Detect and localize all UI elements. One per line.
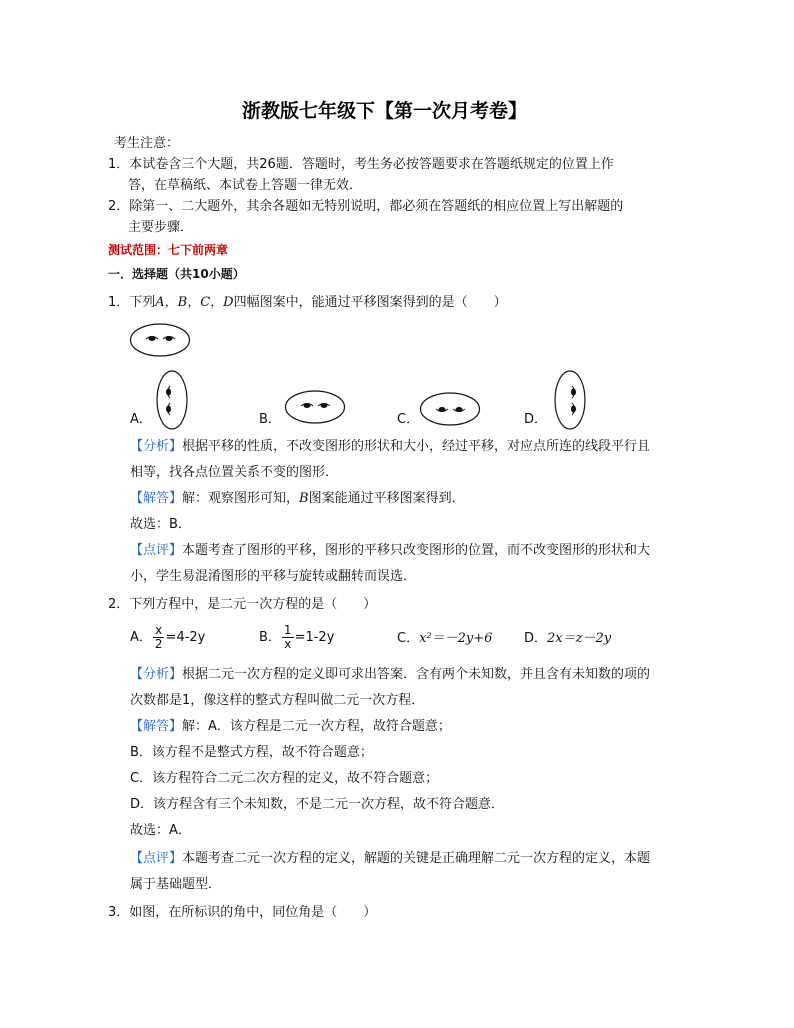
q1-stem-suffix: 四幅图案中，能通过平移图案得到的是（ ） bbox=[233, 295, 507, 310]
q2-analysis-line-1 bbox=[130, 666, 650, 684]
q2-option-d[interactable] bbox=[524, 630, 611, 648]
q2-solution-b: B．该方程不是整式方程，故不符合题意； bbox=[130, 745, 373, 760]
q2-comment-text-1: 本题考查二元一次方程的定义，解题的关键是正确理解二元一次方程的定义，本题 bbox=[182, 851, 651, 866]
q1-stem-face-figure bbox=[129, 322, 191, 358]
q2-option-b[interactable] bbox=[259, 624, 334, 651]
q2-comment-tag: 【点评】 bbox=[130, 851, 183, 866]
q2-analysis-line-2: 次数都是1，像这样的整式方程叫做二元一次方程． bbox=[130, 693, 425, 708]
q2-analysis-tag: 【分析】 bbox=[130, 667, 183, 682]
q1-stem-prefix: 1．下列 bbox=[108, 295, 156, 310]
q2-option-b-fraction bbox=[282, 624, 294, 651]
q2-option-d-expr: 2x＝z－2y bbox=[547, 631, 612, 646]
q1-stem bbox=[108, 294, 507, 312]
q1-solution-tag: 【解答】 bbox=[130, 491, 183, 506]
q1-choice: 故选：B． bbox=[130, 517, 191, 532]
q1-solution-var: B bbox=[299, 491, 309, 506]
q1-option-d-label: D． bbox=[524, 412, 548, 427]
q1-analysis-line-2: 相等，找各点位置关系不变的图形． bbox=[130, 465, 339, 480]
q1-analysis-line-1 bbox=[130, 438, 650, 456]
section-heading: 一．选择题（共10小题） bbox=[108, 267, 245, 281]
q2-solution-tag: 【解答】 bbox=[130, 719, 183, 734]
q1-analysis-tag: 【分析】 bbox=[130, 439, 183, 454]
q1-option-b-label: B． bbox=[259, 412, 281, 427]
q2-choice: 故选：A． bbox=[130, 823, 191, 838]
q2-option-c-label: C． bbox=[397, 631, 420, 646]
q1-option-b-figure[interactable] bbox=[284, 389, 346, 425]
q2-option-b-numerator: 1 bbox=[283, 623, 292, 637]
q1-option-a-figure[interactable] bbox=[154, 369, 190, 431]
q2-analysis-text-1: 根据二元一次方程的定义即可求出答案．含有两个未知数，并且含有未知数的项的 bbox=[182, 667, 651, 682]
q2-option-a-numerator: x bbox=[155, 623, 163, 637]
q2-comment-line-1 bbox=[130, 850, 650, 868]
q2-option-a[interactable] bbox=[130, 624, 205, 651]
notice-heading: 考生注意： bbox=[114, 136, 180, 151]
q1-comment-text-1: 本题考查了图形的平移，图形的平移只改变图形的位置，而不改变图形的形状和大 bbox=[182, 543, 651, 558]
q1-comment-line-2: 小，学生易混淆图形的平移与旋转或翻转而误选． bbox=[130, 569, 417, 584]
q1-solution bbox=[130, 490, 465, 508]
q2-comment-line-2: 属于基础题型． bbox=[130, 877, 222, 892]
q1-analysis-text-1: 根据平移的性质，不改变图形的形状和大小，经过平移，对应点所连的线段平行且 bbox=[182, 439, 651, 454]
notice-item-2-line-1: 2．除第一、二大题外，其余各题如无特别说明，都必须在答题纸的相应位置上写出解题的 bbox=[108, 199, 624, 214]
q2-option-a-rest: =4-2y bbox=[165, 629, 206, 645]
q1-option-c-figure[interactable] bbox=[419, 391, 481, 427]
q2-option-b-denominator: x bbox=[284, 637, 292, 651]
q2-option-b-rest: =1-2y bbox=[294, 629, 335, 645]
q2-solution-c: C．该方程符合二元二次方程的定义，故不符合题意； bbox=[130, 771, 439, 786]
q2-option-d-label: D． bbox=[524, 631, 548, 646]
q2-solution-a-text: 解：A．该方程是二元一次方程，故符合题意； bbox=[182, 719, 451, 734]
page-title: 浙教版七年级下【第一次月考卷】 bbox=[242, 100, 528, 122]
q2-solution-a bbox=[130, 718, 451, 736]
q1-solution-text-pre: 解：观察图形可知， bbox=[182, 491, 300, 506]
q1-comment-line-1 bbox=[130, 542, 650, 560]
q2-option-a-denominator: 2 bbox=[154, 637, 163, 651]
q1-stem-vars: A，B，C，D bbox=[155, 295, 234, 310]
notice-item-1-line-2: 答，在草稿纸、本试卷上答题一律无效． bbox=[128, 178, 363, 193]
q2-stem: 2．下列方程中，是二元一次方程的是（ ） bbox=[108, 597, 377, 612]
q1-comment-tag: 【点评】 bbox=[130, 543, 183, 558]
q2-solution-d: D．该方程含有三个未知数，不是二元一次方程，故不符合题意． bbox=[130, 797, 505, 812]
q2-option-c-expr: x²＝－2y+6 bbox=[419, 631, 493, 646]
q1-option-a-label: A． bbox=[130, 412, 152, 427]
q1-option-d-figure[interactable] bbox=[552, 369, 588, 431]
q3-stem: 3．如图，在所标识的角中，同位角是（ ） bbox=[108, 905, 377, 920]
q2-option-a-label: A． bbox=[130, 629, 152, 645]
notice-item-1-line-1: 1．本试卷含三个大题，共26题．答题时，考生务必按答题要求在答题纸规定的位置上作 bbox=[108, 157, 614, 172]
q1-option-c-label: C． bbox=[397, 412, 420, 427]
test-scope: 测试范围：七下前两章 bbox=[108, 243, 229, 257]
q2-option-b-label: B． bbox=[259, 629, 281, 645]
q1-solution-text-post: 图案能通过平移图案得到． bbox=[308, 491, 465, 506]
notice-item-2-line-2: 主要步骤． bbox=[128, 220, 194, 235]
q2-option-c[interactable] bbox=[397, 630, 492, 648]
q2-option-a-fraction bbox=[153, 624, 165, 651]
